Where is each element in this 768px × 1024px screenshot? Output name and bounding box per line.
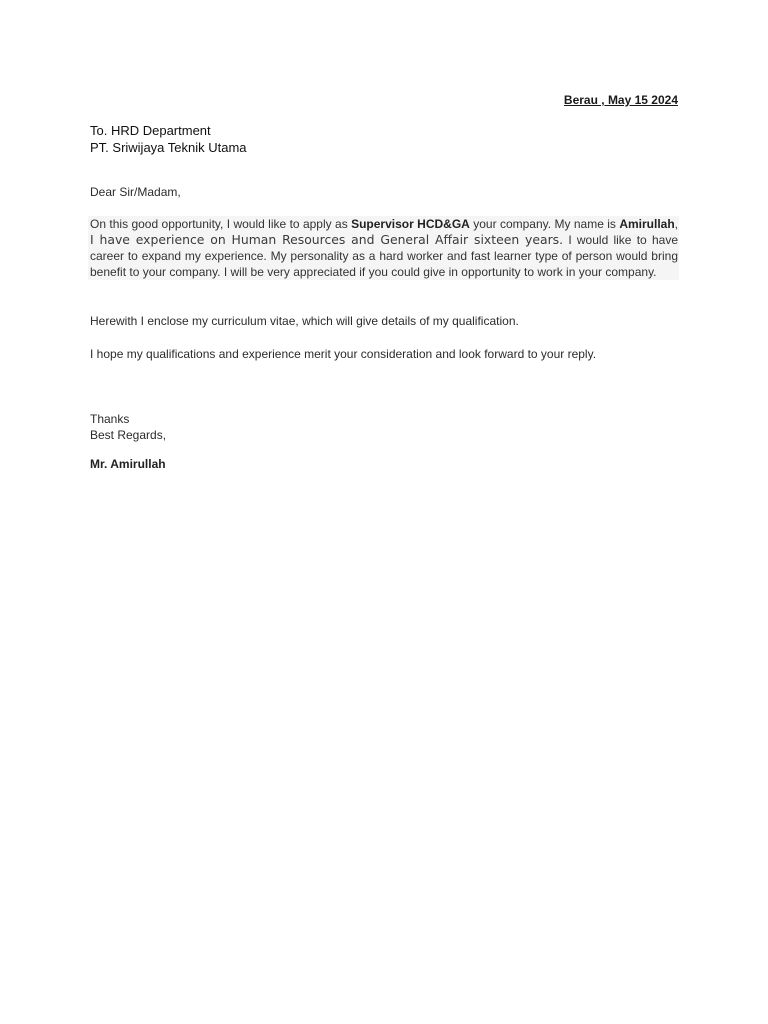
paragraph-text-2: your company. My name is [469,217,620,231]
paragraph-text-3: , [674,217,678,231]
letter-date: Berau , May 15 2024 [563,93,678,107]
signature-name: Mr. Amirullah [90,457,166,471]
paragraph-text-4: I would like to have career to expand my experience. My personality as a hard worker and fast learner type of person would bring benefit to your company. I will be very appreciated if you could give in opportunity to work in your company. [90,233,678,279]
application-paragraph [88,216,679,280]
experience-sentence: I have experience on Human Resources and General Affair sixteen years. [90,232,564,247]
closing-thanks: Thanks [90,412,130,426]
enclosure-paragraph: Herewith I enclose my curriculum vitae, which will give details of my qualification. [90,314,519,328]
recipient-line-1: To. HRD Department [90,123,211,138]
position-title: Supervisor HCD&GA [351,217,470,231]
paragraph-text-1: On this good opportunity, I would like to apply as [90,217,352,231]
salutation: Dear Sir/Madam, [90,185,181,199]
closing-paragraph: I hope my qualifications and experience merit your consideration and look forward to your reply. [90,347,597,361]
recipient-line-2: PT. Sriwijaya Teknik Utama [90,140,247,155]
applicant-name-inline: Amirullah [619,217,675,231]
closing-regards: Best Regards, [90,428,167,442]
